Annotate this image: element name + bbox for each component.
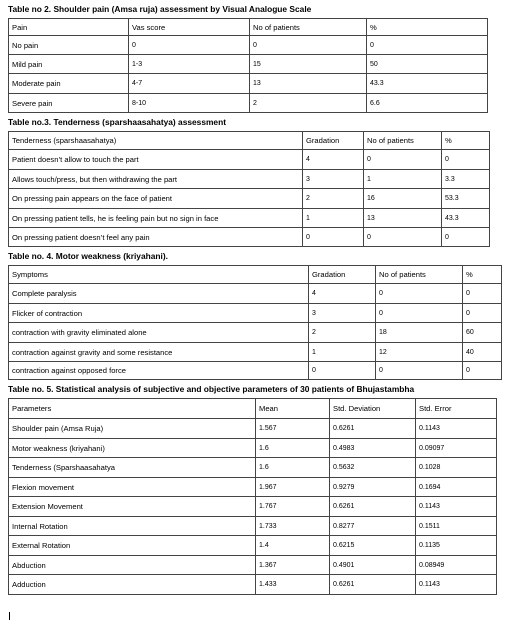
table-cell: 1.733: [256, 517, 330, 536]
table2-caption: Table no 2. Shoulder pain (Amsa ruja) assessment by Visual Analogue Scale: [8, 4, 312, 14]
table-cell: No pain: [9, 36, 129, 55]
table-cell: 1.6: [256, 458, 330, 478]
table-cell: Motor weakness (kriyahani): [9, 439, 256, 458]
table-row: [9, 189, 490, 209]
table5-header-std-error: Std. Error: [416, 399, 497, 419]
table-cell: 2: [309, 323, 376, 343]
table-cell: Extension Movement: [9, 497, 256, 517]
table-cell: 0.08949: [416, 556, 497, 575]
table-cell: 0: [250, 36, 367, 55]
table-row: [9, 323, 502, 343]
table-row: [9, 343, 502, 362]
table-row: [9, 150, 490, 170]
table-cell: 13: [364, 209, 442, 228]
table2-header-percent: %: [367, 19, 488, 36]
table-cell: 0: [376, 362, 463, 380]
table-cell: 1.367: [256, 556, 330, 575]
table-cell: contraction with gravity eliminated alone: [9, 323, 309, 343]
table-cell: 0: [303, 228, 364, 247]
table-row: [9, 55, 488, 74]
table-cell: 0: [367, 36, 488, 55]
table-cell: 0.1143: [416, 497, 497, 517]
table-cell: 0.1135: [416, 536, 497, 556]
table-cell: Flexion movement: [9, 478, 256, 497]
table-cell: 3: [303, 170, 364, 189]
table-row: [9, 575, 497, 595]
table-cell: 1.6: [256, 439, 330, 458]
document-page: [8, 0, 504, 595]
table4-header-percent: %: [463, 266, 502, 284]
table-cell: 0: [463, 304, 502, 323]
table-cell: Moderate pain: [9, 74, 129, 94]
table-cell: Mild pain: [9, 55, 129, 74]
table-cell: Internal Rotation: [9, 517, 256, 536]
table-row: [9, 74, 488, 94]
table-cell: 0.6261: [330, 575, 416, 595]
table-row: [9, 439, 497, 458]
table3: [8, 131, 490, 247]
table-cell: Flicker of contraction: [9, 304, 309, 323]
table-cell: 4-7: [129, 74, 250, 94]
table-cell: 2: [250, 94, 367, 113]
table3-caption: Table no.3. Tenderness (sparshaasahatya) assessment: [8, 117, 226, 127]
table-cell: Abduction: [9, 556, 256, 575]
table-cell: 4: [309, 284, 376, 304]
table5: [8, 398, 497, 595]
table-cell: 1: [309, 343, 376, 362]
table-cell: 0: [463, 362, 502, 380]
table3-header-gradation: Gradation: [303, 132, 364, 150]
table4-header-patients: No of patients: [376, 266, 463, 284]
table-row: [9, 517, 497, 536]
table4-header-row: [9, 266, 502, 284]
table5-header-row: [9, 399, 497, 419]
table-cell: 1: [364, 170, 442, 189]
table-cell: 0: [376, 284, 463, 304]
table3-header-percent: %: [442, 132, 490, 150]
table-cell: 0.1694: [416, 478, 497, 497]
table-cell: 1.967: [256, 478, 330, 497]
table-cell: 0: [364, 150, 442, 170]
table-cell: 1.767: [256, 497, 330, 517]
table-cell: 0.6261: [330, 419, 416, 439]
table-cell: On pressing patient tells, he is feeling pain but no sign in face: [9, 209, 303, 228]
table-cell: 0: [463, 284, 502, 304]
table-cell: 0: [364, 228, 442, 247]
table-cell: 8-10: [129, 94, 250, 113]
table-cell: 0.1143: [416, 419, 497, 439]
table-cell: 0.8277: [330, 517, 416, 536]
table2-header-pain: Pain: [9, 19, 129, 36]
table5-header-std-deviation: Std. Deviation: [330, 399, 416, 419]
table-cell: 0: [309, 362, 376, 380]
table-cell: Severe pain: [9, 94, 129, 113]
table5-header-mean: Mean: [256, 399, 330, 419]
text-cursor-mark: [9, 612, 10, 620]
table-cell: 16: [364, 189, 442, 209]
table-cell: 0.6261: [330, 497, 416, 517]
table-row: [9, 304, 502, 323]
table4-header-symptoms: Symptoms: [9, 266, 309, 284]
table-cell: 3.3: [442, 170, 490, 189]
table-row: [9, 497, 497, 517]
table-cell: 3: [309, 304, 376, 323]
table-cell: 0.1511: [416, 517, 497, 536]
table-cell: On pressing pain appears on the face of patient: [9, 189, 303, 209]
table-cell: 0.09097: [416, 439, 497, 458]
table-row: [9, 458, 497, 478]
table-cell: 43.3: [367, 74, 488, 94]
table-cell: 1.567: [256, 419, 330, 439]
table-cell: 1.433: [256, 575, 330, 595]
table-row: [9, 478, 497, 497]
table-cell: 0: [376, 304, 463, 323]
table-row: [9, 170, 490, 189]
table-cell: 40: [463, 343, 502, 362]
table2-header-vas-score: Vas score: [129, 19, 250, 36]
table-row: [9, 536, 497, 556]
table-row: [9, 228, 490, 247]
table4-header-gradation: Gradation: [309, 266, 376, 284]
table3-header-patients: No of patients: [364, 132, 442, 150]
table-cell: 60: [463, 323, 502, 343]
table-cell: 0.1028: [416, 458, 497, 478]
table-cell: 18: [376, 323, 463, 343]
table3-header-tenderness: Tenderness (sparshaasahatya): [9, 132, 303, 150]
table-cell: 1: [303, 209, 364, 228]
table-cell: 4: [303, 150, 364, 170]
table-cell: 43.3: [442, 209, 490, 228]
table-cell: 53.3: [442, 189, 490, 209]
table4-caption: Table no. 4. Motor weakness (kriyahani).: [8, 251, 168, 261]
table-cell: 1-3: [129, 55, 250, 74]
table-cell: Tenderness (Sparshaasahatya: [9, 458, 256, 478]
table-cell: 0: [442, 150, 490, 170]
table-row: [9, 556, 497, 575]
table3-header-row: [9, 132, 490, 150]
table-cell: 0: [442, 228, 490, 247]
table-cell: 1.4: [256, 536, 330, 556]
table-cell: 2: [303, 189, 364, 209]
table-cell: 0.9279: [330, 478, 416, 497]
table-cell: 0.1143: [416, 575, 497, 595]
table-cell: 15: [250, 55, 367, 74]
table-cell: 0.6215: [330, 536, 416, 556]
table-row: [9, 209, 490, 228]
table-cell: 0.4983: [330, 439, 416, 458]
table-cell: Allows touch/press, but then withdrawing the part: [9, 170, 303, 189]
table-cell: 6.6: [367, 94, 488, 113]
table-cell: Shoulder pain (Amsa Ruja): [9, 419, 256, 439]
table-row: [9, 284, 502, 304]
table-cell: contraction against gravity and some resistance: [9, 343, 309, 362]
table-cell: Complete paralysis: [9, 284, 309, 304]
table-cell: contraction against opposed force: [9, 362, 309, 380]
table4: [8, 265, 502, 380]
table5-caption: Table no. 5. Statistical analysis of subjective and objective parameters of 30 patients of Bhujastambha: [8, 384, 415, 394]
table-row: [9, 36, 488, 55]
table-row: [9, 94, 488, 113]
table-row: [9, 419, 497, 439]
table-cell: 0.5632: [330, 458, 416, 478]
table2-header-patients: No of patients: [250, 19, 367, 36]
table-row: [9, 362, 502, 380]
table2-header-row: [9, 19, 488, 36]
table-cell: 50: [367, 55, 488, 74]
table-cell: On pressing patient doesn’t feel any pain: [9, 228, 303, 247]
table2: [8, 18, 488, 113]
table-cell: 13: [250, 74, 367, 94]
table-cell: 0.4901: [330, 556, 416, 575]
table-cell: Adduction: [9, 575, 256, 595]
table-cell: External Rotation: [9, 536, 256, 556]
table-cell: Patient doesn’t allow to touch the part: [9, 150, 303, 170]
table5-header-parameters: Parameters: [9, 399, 256, 419]
table-cell: 0: [129, 36, 250, 55]
table-cell: 12: [376, 343, 463, 362]
